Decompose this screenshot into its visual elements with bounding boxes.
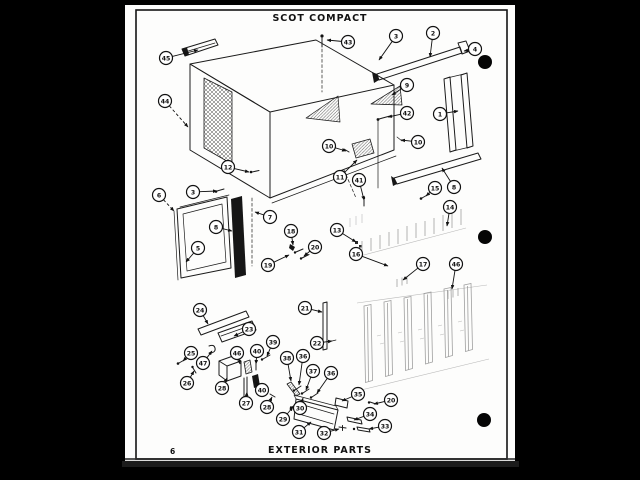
- callout-balloon-1: [434, 108, 459, 121]
- balloon-number: 4: [472, 46, 478, 54]
- balloon-number: 36: [298, 353, 308, 361]
- leader-line: [426, 192, 430, 196]
- balloon-number: 11: [335, 174, 345, 182]
- balloon-number: 44: [160, 98, 170, 106]
- balloon-number: 29: [278, 416, 288, 424]
- balloon-number: 13: [332, 227, 342, 235]
- page-number: 6: [170, 447, 176, 456]
- leader-line: [323, 341, 332, 342]
- leader-line: [327, 40, 342, 41]
- page-border-frame: [122, 10, 519, 467]
- leader-line: [292, 237, 293, 245]
- callout-balloon-4: [464, 43, 482, 56]
- leader-line: [401, 140, 412, 141]
- balloon-number: 23: [244, 326, 254, 334]
- callout-balloon-20: [374, 394, 398, 407]
- leader-line: [186, 253, 194, 262]
- balloon-number: 39: [268, 339, 278, 347]
- leader-line: [342, 233, 356, 242]
- callout-balloon-22: [311, 337, 333, 350]
- balloon-number: 40: [257, 387, 267, 395]
- leader-line: [234, 169, 249, 172]
- registration-dot: [478, 230, 492, 244]
- base-grille-drawing: [357, 284, 489, 391]
- leader-line: [203, 316, 208, 324]
- leader-line: [270, 397, 272, 401]
- callout-balloon-43: [327, 36, 355, 49]
- balloon-number: 43: [343, 39, 353, 47]
- balloon-number: 38: [282, 355, 292, 363]
- balloon-number: 18: [286, 228, 296, 236]
- balloon-number: 9: [404, 82, 410, 90]
- callout-balloon-41: [353, 174, 366, 201]
- leader-line: [430, 39, 432, 57]
- balloon-number: 10: [413, 139, 423, 147]
- leader-line: [447, 213, 449, 226]
- callout-balloon-21: [299, 302, 323, 315]
- callout-balloon-46: [231, 347, 244, 365]
- leader-line: [256, 357, 257, 364]
- leader-line: [446, 111, 458, 113]
- page-title: SCOT COMPACT: [272, 13, 368, 24]
- leader-line: [190, 371, 194, 377]
- balloon-number: 6: [156, 192, 162, 200]
- balloon-number: 26: [182, 380, 192, 388]
- callout-balloon-37: [306, 365, 320, 391]
- window-fasteners-drawing: [289, 244, 309, 260]
- balloon-number: 46: [232, 350, 242, 358]
- leader-line: [442, 168, 451, 182]
- leader-line: [169, 106, 188, 127]
- leader-line: [199, 191, 217, 192]
- leader-line: [452, 270, 455, 289]
- leader-line: [274, 255, 289, 262]
- callout-balloon-45: [160, 50, 199, 65]
- balloon-number: 16: [351, 251, 361, 259]
- leader-line: [403, 268, 418, 280]
- callout-balloon-25: [183, 347, 198, 362]
- balloon-number: 5: [195, 245, 201, 253]
- balloon-number: 15: [430, 185, 440, 193]
- page-footer-title: EXTERIOR PARTS: [268, 445, 372, 456]
- callout-balloon-18: [285, 225, 298, 246]
- callout-balloon-7: [255, 211, 277, 224]
- leader-line: [207, 351, 212, 358]
- registration-dot: [478, 55, 492, 69]
- balloon-number: 32: [319, 430, 329, 438]
- leader-line: [379, 41, 392, 60]
- callout-balloon-5: [186, 242, 205, 263]
- callout-balloon-34: [354, 408, 377, 421]
- callout-balloons: [153, 27, 482, 440]
- callout-balloon-15: [426, 182, 442, 197]
- balloon-number: 12: [223, 164, 233, 172]
- registration-dot: [477, 413, 491, 427]
- leader-line: [362, 256, 388, 266]
- callout-balloon-31: [293, 422, 312, 439]
- callout-balloon-10: [401, 136, 425, 149]
- balloon-number: 36: [326, 370, 336, 378]
- leader-line: [345, 160, 357, 172]
- callout-balloon-26: [181, 371, 195, 390]
- callout-balloon-42: [388, 107, 414, 120]
- balloon-number: 24: [195, 307, 205, 315]
- balloon-number: 3: [190, 189, 196, 197]
- balloon-number: 21: [300, 305, 310, 313]
- callout-balloon-13: [331, 224, 357, 243]
- callout-balloon-17: [403, 258, 430, 281]
- callout-balloon-3: [379, 30, 403, 61]
- balloon-number: 28: [262, 404, 272, 412]
- callout-balloon-19: [262, 255, 290, 272]
- callout-balloon-23: [234, 323, 256, 337]
- window-frame-drawing: [174, 189, 252, 280]
- callout-balloon-39: [267, 336, 280, 357]
- balloon-number: 1: [437, 111, 443, 119]
- balloon-number: 34: [365, 411, 375, 419]
- callout-balloon-44: [159, 95, 189, 128]
- balloon-number: 40: [252, 348, 262, 356]
- callout-balloon-8: [442, 168, 461, 194]
- callout-balloon-35: [342, 388, 365, 402]
- balloon-number: 28: [217, 385, 227, 393]
- callout-balloon-38: [281, 352, 294, 382]
- leader-line: [369, 427, 379, 429]
- leader-line: [163, 200, 174, 211]
- balloon-number: 46: [451, 261, 461, 269]
- balloon-number: 31: [294, 429, 304, 437]
- balloon-number: 7: [267, 214, 273, 222]
- balloon-number: 22: [312, 340, 322, 348]
- leader-line: [306, 377, 311, 390]
- callout-balloon-20: [304, 241, 322, 257]
- top-support-bar-drawing: [372, 41, 470, 83]
- callout-balloon-29: [277, 407, 294, 426]
- callout-balloon-33: [369, 420, 392, 433]
- balloon-number: 37: [308, 368, 318, 376]
- balloon-number: 25: [186, 350, 196, 358]
- leader-line: [374, 401, 385, 404]
- leader-line: [311, 309, 322, 312]
- top-bracket-drawing: [182, 39, 218, 56]
- callout-balloon-27: [240, 392, 253, 410]
- balloon-number: 19: [263, 262, 273, 270]
- registration-dots: [477, 55, 492, 427]
- callout-balloon-40: [256, 382, 269, 397]
- callout-balloon-28: [261, 397, 274, 414]
- balloon-number: 35: [353, 391, 363, 399]
- balloon-number: 17: [418, 261, 428, 269]
- louver-strips-drawing: [350, 209, 466, 299]
- balloon-number: 3: [393, 33, 399, 41]
- balloon-number: 8: [451, 184, 457, 192]
- balloon-number: 30: [295, 405, 305, 413]
- balloon-number: 2: [430, 30, 436, 38]
- callout-balloon-46: [450, 258, 463, 290]
- support-strip-drawing: [323, 302, 336, 350]
- callout-balloon-12: [222, 161, 250, 174]
- balloon-number: 41: [354, 177, 364, 185]
- callout-balloon-10: [323, 140, 347, 153]
- callout-balloon-24: [194, 304, 209, 325]
- leader-line: [299, 362, 302, 385]
- leader-line: [288, 364, 291, 381]
- callout-balloon-2: [427, 27, 440, 58]
- callout-balloon-6: [153, 189, 175, 212]
- balloon-number: 20: [310, 244, 320, 252]
- balloon-number: 33: [380, 423, 390, 431]
- balloon-number: 27: [241, 400, 251, 408]
- callout-balloon-32: [318, 427, 340, 440]
- leader-line: [317, 378, 327, 393]
- callout-balloon-9: [392, 79, 414, 96]
- balloon-number: 42: [402, 110, 412, 118]
- balloon-number: 20: [386, 397, 396, 405]
- leader-line: [255, 212, 264, 215]
- balloon-number: 8: [213, 224, 219, 232]
- balloon-number: 45: [161, 55, 171, 63]
- callout-balloon-47: [197, 351, 213, 370]
- callout-balloon-3: [187, 186, 218, 199]
- balloon-number: 10: [324, 143, 334, 151]
- balloon-number: 14: [445, 204, 455, 212]
- leader-line: [464, 50, 469, 51]
- balloon-number: 47: [198, 360, 208, 368]
- callout-balloon-14: [444, 201, 457, 227]
- leader-line: [361, 186, 364, 200]
